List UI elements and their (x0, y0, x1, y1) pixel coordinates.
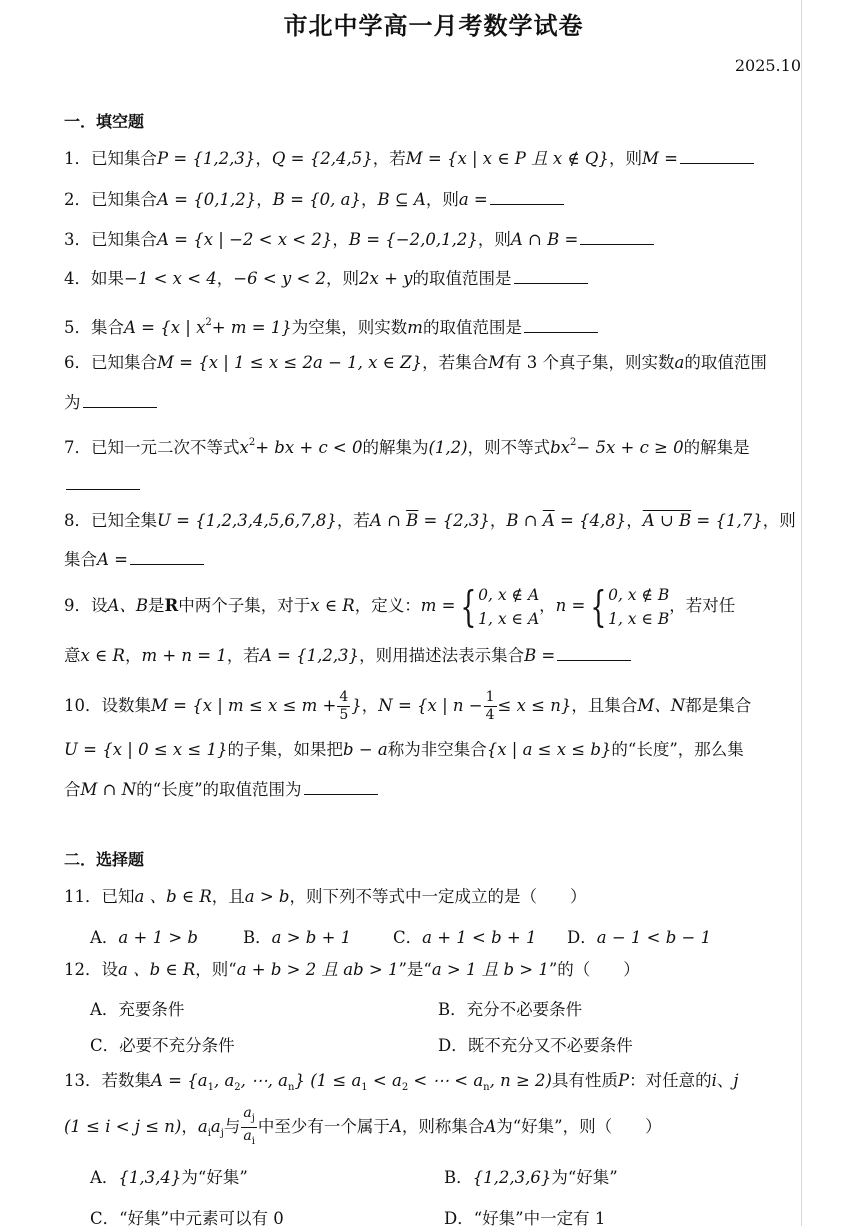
q12-option-a[interactable]: A．充要条件 (90, 1000, 185, 1019)
section-fill-heading: 一．填空题 (64, 112, 145, 131)
q11-option-a[interactable]: A．a + 1 > b (90, 928, 198, 947)
q11-option-c[interactable]: C．a + 1 < b + 1 (393, 928, 537, 947)
question-3: 3．已知集合A = {x | −2 < x < 2}，B = {−2,0,1,2}，则A ∩ B = (64, 228, 804, 252)
answer-blank[interactable] (304, 780, 378, 795)
exam-date: 2025.10 (734, 56, 801, 75)
answer-blank[interactable] (680, 149, 754, 164)
question-1: 1．已知集合P = {1,2,3}，Q = {2,4,5}，若M = {x | x ∈ P 且 x ∉ Q}，则M = (64, 147, 804, 171)
question-4: 4．如果−1 < x < 4，−6 < y < 2，则2x + y的取值范围是 (64, 267, 804, 291)
answer-blank[interactable] (580, 230, 654, 245)
question-7: 7．已知一元二次不等式$x^2+$ bx + c < 0的解集为(1,2)，则不等式$bx^2- 5x + c \ge 0$的解集是 (64, 437, 750, 457)
answer-blank[interactable] (490, 190, 564, 205)
question-13-cont: (1 ≤ i < j ≤ n)，$a_ia_j$与 $\frac{a_j}{a_i}$ 中至少有一个属于A，则称集合A为“好集”，则（ ） (64, 1105, 804, 1156)
question-10: 10．设数集M = {x | m ≤ x ≤ m + $\frac{4}{5}$ }，N = {x | n − $\frac{1}{4}$ ≤ x ≤ n}，且集合M、N都是集合 (64, 689, 752, 723)
question-10-cont: U = {x | 0 ≤ x ≤ 1}的子集，如果把b − a称为非空集合{x | a ≤ x ≤ b}的“长度”，那么集 (64, 740, 744, 759)
answer-blank[interactable] (66, 475, 140, 490)
section-choice-heading: 二．选择题 (64, 850, 145, 869)
q12-option-d[interactable]: D．既不充分又不必要条件 (438, 1036, 633, 1055)
question-9: 9．设A、B是R中两个子集，对于x ∈ R，定义：m = { 0, x ∉ A 1, x ∈ A ，n = { 0, x ∉ B 1, x ∈ B ，若对任 (64, 581, 736, 631)
q13-option-b[interactable]: B．{1,2,3,6}为“好集” (444, 1168, 618, 1187)
question-11: 11．已知a 、b ∈ R，且a > b，则下列不等式中一定成立的是（ ） (64, 887, 587, 906)
piecewise-n: 0, x ∉ B 1, x ∈ B (608, 585, 670, 628)
answer-blank[interactable] (130, 550, 204, 565)
q11-option-b[interactable]: B．a > b + 1 (243, 928, 352, 947)
exam-title: 市北中学高一月考数学试卷 (283, 11, 584, 40)
fraction-4-5: $\frac{4}{5}$ (339, 689, 349, 723)
question-12: 12．设a 、b ∈ R，则“a + b > 2 且 ab > 1”是“a > 1 且 b > 1”的（ ） (64, 960, 640, 979)
question-10-cont2: 合M ∩ N的“长度”的取值范围为 (64, 778, 804, 802)
fraction-aj-ai: $\frac{a_j}{a_i}$ (243, 1105, 255, 1147)
piecewise-m: 0, x ∉ A 1, x ∈ A (478, 585, 540, 628)
q13-option-d[interactable]: D．“好集”中一定有 1 (444, 1209, 606, 1228)
question-9-cont: 意x ∈ R，m + n = 1，若A = {1,2,3}，则用描述法表示集合B = (64, 644, 804, 668)
q12-option-c[interactable]: C．必要不充分条件 (90, 1036, 235, 1055)
question-8-cont: 集合A = (64, 548, 804, 572)
question-5: 5．集合A = {x | $x^2+ m = 1$}为空集，则实数m的取值范围是 (64, 311, 804, 340)
question-6: 6．已知集合M = {x | 1 ≤ x ≤ 2a − 1, x ∈ Z}，若集合M有 3 个真子集，则实数a的取值范围 (64, 353, 767, 372)
answer-blank[interactable] (83, 393, 157, 408)
answer-blank[interactable] (514, 269, 588, 284)
q11-option-d[interactable]: D．a − 1 < b − 1 (567, 928, 712, 947)
fraction-1-4: $\frac{1}{4}$ (485, 689, 495, 723)
question-6-cont: 为 (64, 391, 804, 415)
q12-option-b[interactable]: B．充分不必要条件 (438, 1000, 583, 1019)
question-13: 13．若数集$A = \{a_1$, $a_2$, ⋯, $a_n$} ($1 \le a_1 < a_2$ < ⋯ < $a_n$, n ≥ 2)具有性质P：对任意的i、j (64, 1071, 739, 1093)
question-7-cont (64, 473, 804, 497)
answer-blank[interactable] (557, 646, 631, 661)
question-2: 2．已知集合A = {0,1,2}，B = {0, a}，B ⊆ A，则a = (64, 188, 804, 212)
question-8: 8．已知全集U = {1,2,3,4,5,6,7,8}，若A ∩ $\overline{B} = \{2,3\}$，B ∩ $\overline{A} = \{4,8\}$，A ∪ B = {1,7}，则 (64, 511, 796, 530)
q13-option-a[interactable]: A．{1,3,4}为“好集” (90, 1168, 248, 1187)
q13-option-c[interactable]: C．“好集”中元素可以有 0 (90, 1209, 284, 1228)
answer-blank[interactable] (524, 318, 598, 333)
